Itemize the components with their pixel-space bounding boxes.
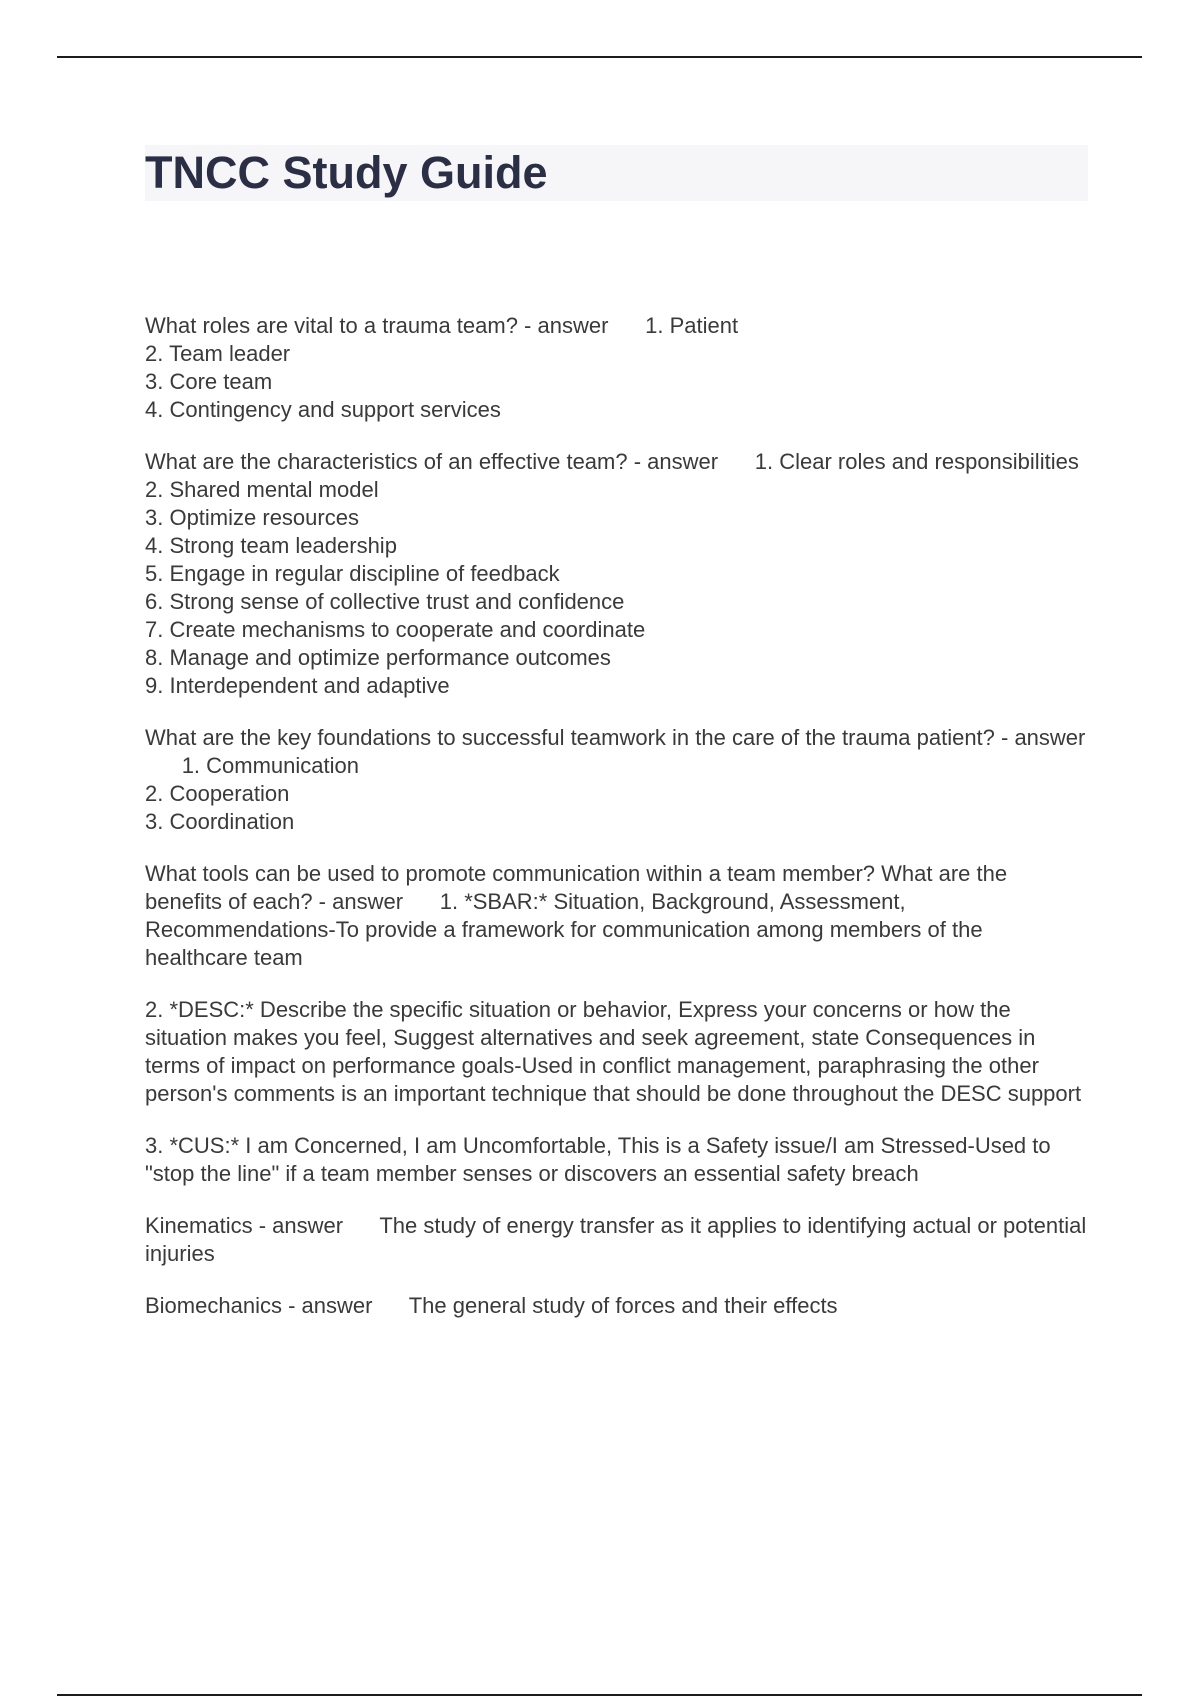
answer-first-line: 1. *SBAR:* Situation, Background, Assessment, Recommendations-To provide a framework for communication among members of the healthcare team bbox=[145, 889, 983, 970]
question-text: What are the characteristics of an effective team? - answer bbox=[145, 449, 719, 474]
answer-line: 3. Core team bbox=[145, 369, 273, 394]
question-text: What roles are vital to a trauma team? - answer bbox=[145, 313, 609, 338]
answer-line: 2. Cooperation bbox=[145, 781, 290, 806]
top-rule bbox=[57, 56, 1142, 58]
answer-line: 2. Team leader bbox=[145, 341, 291, 366]
qa-list bbox=[145, 312, 1090, 1344]
answer-first-line: 1. Communication bbox=[181, 753, 359, 778]
answer-line: 7. Create mechanisms to cooperate and coordinate bbox=[145, 617, 646, 642]
question-text: Biomechanics - answer bbox=[145, 1293, 373, 1318]
qa-entry-kinematics bbox=[145, 1212, 1090, 1268]
qa-entry-communication-tools bbox=[145, 860, 1090, 972]
answer-text: The general study of forces and their effects bbox=[408, 1293, 838, 1318]
answer-text: The study of energy transfer as it applies to identifying actual or potential injuries bbox=[145, 1213, 1087, 1266]
answer-first-line: 1. Clear roles and responsibilities bbox=[754, 449, 1079, 474]
answer-line: 3. Coordination bbox=[145, 809, 295, 834]
answer-line: 4. Contingency and support services bbox=[145, 397, 501, 422]
answer-line: 8. Manage and optimize performance outcomes bbox=[145, 645, 611, 670]
qa-entry-trauma-team-roles bbox=[145, 312, 1090, 424]
bottom-rule bbox=[57, 1694, 1142, 1696]
answer-first-line: 1. Patient bbox=[645, 313, 739, 338]
answer-line: 4. Strong team leadership bbox=[145, 533, 397, 558]
page-title: TNCC Study Guide bbox=[145, 145, 1088, 201]
question-text: Kinematics - answer bbox=[145, 1213, 344, 1238]
answer-line: 6. Strong sense of collective trust and confidence bbox=[145, 589, 625, 614]
qa-entry-effective-team bbox=[145, 448, 1090, 700]
answer-line: 2. Shared mental model bbox=[145, 477, 379, 502]
answer-line: 5. Engage in regular discipline of feedback bbox=[145, 561, 560, 586]
qa-entry-teamwork-foundations bbox=[145, 724, 1090, 836]
desc-paragraph: 2. *DESC:* Describe the specific situation or behavior, Express your concerns or how the situation makes you feel, Suggest alternatives and seek agreement, state Consequences in terms of impact on performance goals-Used in conflict management, paraphrasing the other person's comments is an important technique that should be done throughout the DESC support bbox=[145, 997, 1082, 1106]
answer-line: 9. Interdependent and adaptive bbox=[145, 673, 450, 698]
cus-paragraph: 3. *CUS:* I am Concerned, I am Uncomfortable, This is a Safety issue/I am Stressed-Used to "stop the line" if a team member senses or discovers an essential safety breach bbox=[145, 1133, 1051, 1186]
question-text: What tools can be used to promote communication within a team member? What are the benefits of each? - answer bbox=[145, 861, 1008, 914]
qa-entry-biomechanics bbox=[145, 1292, 1090, 1320]
answer-line: 3. Optimize resources bbox=[145, 505, 359, 530]
question-text: What are the key foundations to successful teamwork in the care of the trauma patient? - answer bbox=[145, 725, 1086, 750]
